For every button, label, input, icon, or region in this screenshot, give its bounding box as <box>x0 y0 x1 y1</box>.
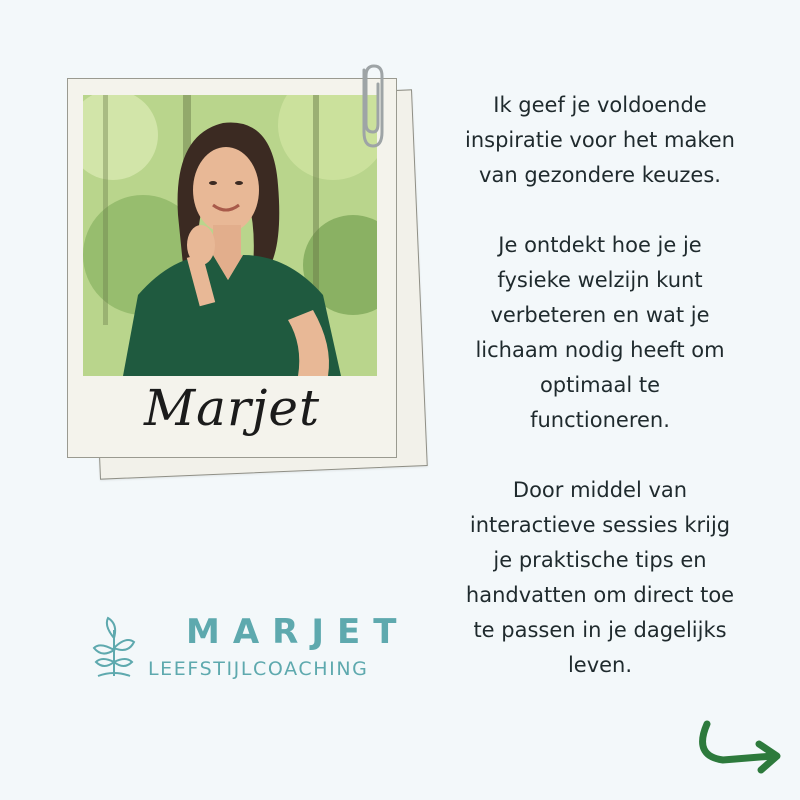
plant-sprout-icon <box>90 616 138 682</box>
curved-arrow-right-icon[interactable] <box>693 716 785 784</box>
intro-text <box>440 88 760 718</box>
signature: Marjet <box>143 379 321 437</box>
intro-paragraph-2: Je ontdekt hoe je je fysieke welzijn kunt verbeteren en wat je lichaam nodig heeft om optimaal te functioneren. <box>475 233 725 432</box>
brand-subtitle: LEEFSTIJLCOACHING <box>148 658 369 680</box>
portrait-photo <box>83 95 377 376</box>
intro-paragraph-3: Door middel van interactieve sessies krijg je praktische tips en handvatten om direct toe te passen in je dagelijks leven. <box>465 478 735 677</box>
polaroid-frame <box>67 78 397 458</box>
intro-paragraph-1: Ik geef je voldoende inspiratie voor het maken van gezondere keuzes. <box>465 93 735 187</box>
brand-logo <box>90 612 420 692</box>
brand-name: MARJET <box>186 612 410 652</box>
paperclip-icon <box>356 60 388 158</box>
